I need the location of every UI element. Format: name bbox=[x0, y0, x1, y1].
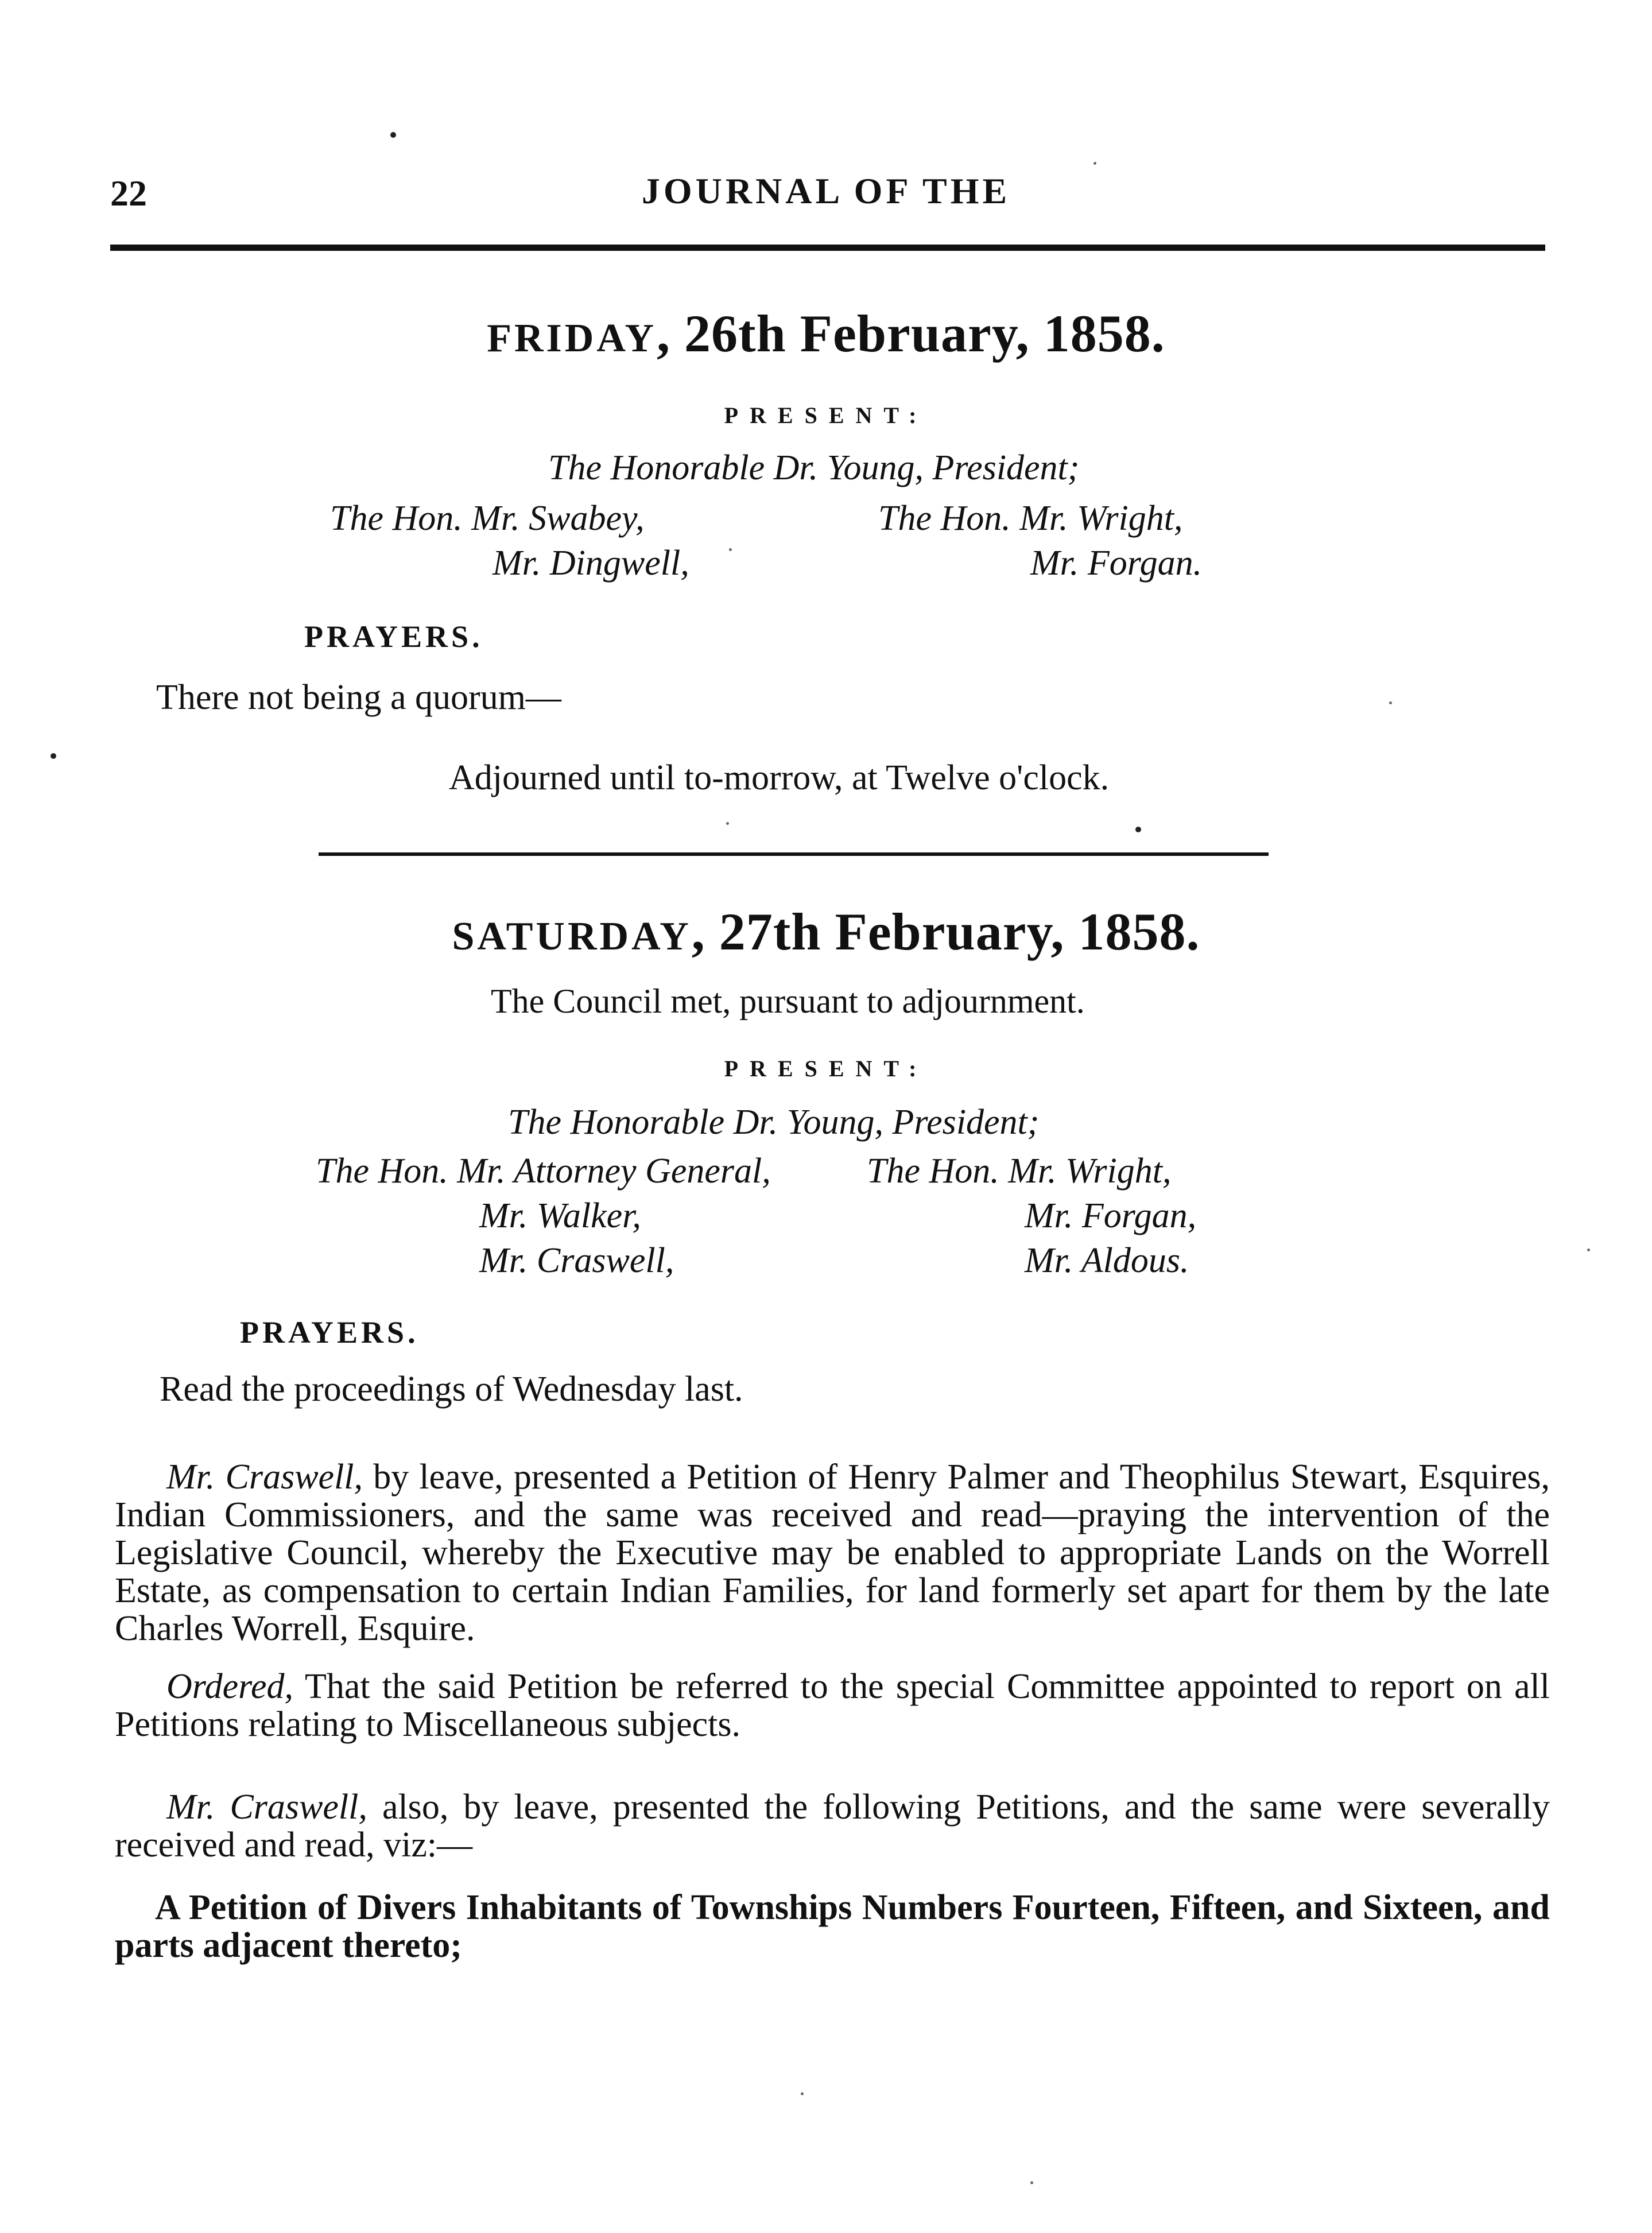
saturday-day: SATURDAY bbox=[452, 914, 692, 959]
para2-lead: Ordered, bbox=[166, 1667, 293, 1706]
running-title: JOURNAL OF THE bbox=[641, 170, 1011, 211]
saturday-left-1: The Hon. Mr. Attorney General, bbox=[316, 1152, 771, 1191]
saturday-right-1: The Hon. Mr. Wright, bbox=[867, 1152, 1172, 1191]
ordered-paragraph bbox=[115, 1668, 1550, 1743]
scan-speck bbox=[801, 2092, 804, 2095]
scan-speck bbox=[1135, 827, 1141, 832]
saturday-title bbox=[0, 901, 1652, 962]
divers-inhabitants-paragraph bbox=[115, 1889, 1550, 1964]
scan-speck bbox=[729, 548, 732, 551]
section-rule bbox=[319, 852, 1269, 856]
saturday-president: The Honorable Dr. Young, President; bbox=[508, 1103, 1040, 1142]
friday-quorum: There not being a quorum— bbox=[156, 678, 561, 717]
scan-speck bbox=[390, 132, 396, 138]
friday-left-1: The Hon. Mr. Swabey, bbox=[330, 499, 645, 538]
petition-paragraph-1 bbox=[115, 1458, 1550, 1647]
friday-left-2: Mr. Dingwell, bbox=[493, 544, 689, 583]
para1-body: by leave, presented a Petition of Henry Palmer and Theophilus Stewart, Esquires, Indian Commissioners, and the same was received and read—praying the intervention of the Legislative Council, whereby the Executive may be enabled to appropriate Lands on the Worrell Estate, as compensation to certain Indian Families, for land formerly set apart for them by the late Charles Worrell, Esquire. bbox=[115, 1457, 1550, 1648]
petitions-paragraph bbox=[115, 1788, 1550, 1864]
friday-present-label: PRESENT: bbox=[724, 402, 928, 428]
saturday-left-2: Mr. Walker, bbox=[479, 1196, 641, 1235]
para3-lead: Mr. Craswell, bbox=[166, 1788, 367, 1827]
friday-right-1: The Hon. Mr. Wright, bbox=[878, 499, 1183, 538]
para1-lead: Mr. Craswell, bbox=[166, 1457, 363, 1497]
saturday-right-3: Mr. Aldous. bbox=[1025, 1241, 1189, 1280]
friday-title bbox=[0, 303, 1652, 364]
friday-adjourned: Adjourned until to-morrow, at Twelve o'clock. bbox=[449, 758, 1110, 797]
scan-speck bbox=[51, 753, 56, 759]
saturday-right-2: Mr. Forgan, bbox=[1025, 1196, 1197, 1235]
header-rule bbox=[110, 245, 1545, 251]
para4-body: A Petition of Divers Inhabitants of Townships Numbers Fourteen, Fifteen, and Sixteen, and parts adjacent thereto; bbox=[115, 1888, 1550, 1965]
saturday-read: Read the proceedings of Wednesday last. bbox=[160, 1370, 743, 1409]
para3-body: also, by leave, presented the following Petitions, and the same were severally received and read, viz:— bbox=[115, 1788, 1550, 1864]
saturday-date: , 27th February, 1858. bbox=[691, 902, 1200, 961]
friday-date: , 26th February, 1858. bbox=[657, 304, 1165, 363]
para2-body: That the said Petition be referred to the special Committee appointed to report on all Petitions relating to Miscellaneous subjects. bbox=[115, 1667, 1550, 1744]
saturday-prayers: PRAYERS. bbox=[240, 1315, 419, 1350]
friday-president: The Honorable Dr. Young, President; bbox=[548, 448, 1080, 487]
saturday-left-3: Mr. Craswell, bbox=[479, 1241, 674, 1280]
scan-speck bbox=[1587, 1249, 1590, 1251]
scan-speck bbox=[1030, 2181, 1033, 2184]
saturday-met: The Council met, pursuant to adjournment. bbox=[491, 982, 1085, 1020]
saturday-present-label: PRESENT: bbox=[724, 1056, 928, 1081]
scan-speck bbox=[1093, 162, 1096, 165]
friday-day: FRIDAY bbox=[487, 316, 657, 360]
page-number: 22 bbox=[110, 173, 147, 214]
scan-speck bbox=[1389, 701, 1392, 704]
friday-prayers: PRAYERS. bbox=[304, 619, 483, 654]
scan-speck bbox=[726, 822, 729, 825]
friday-right-2: Mr. Forgan. bbox=[1030, 544, 1203, 583]
